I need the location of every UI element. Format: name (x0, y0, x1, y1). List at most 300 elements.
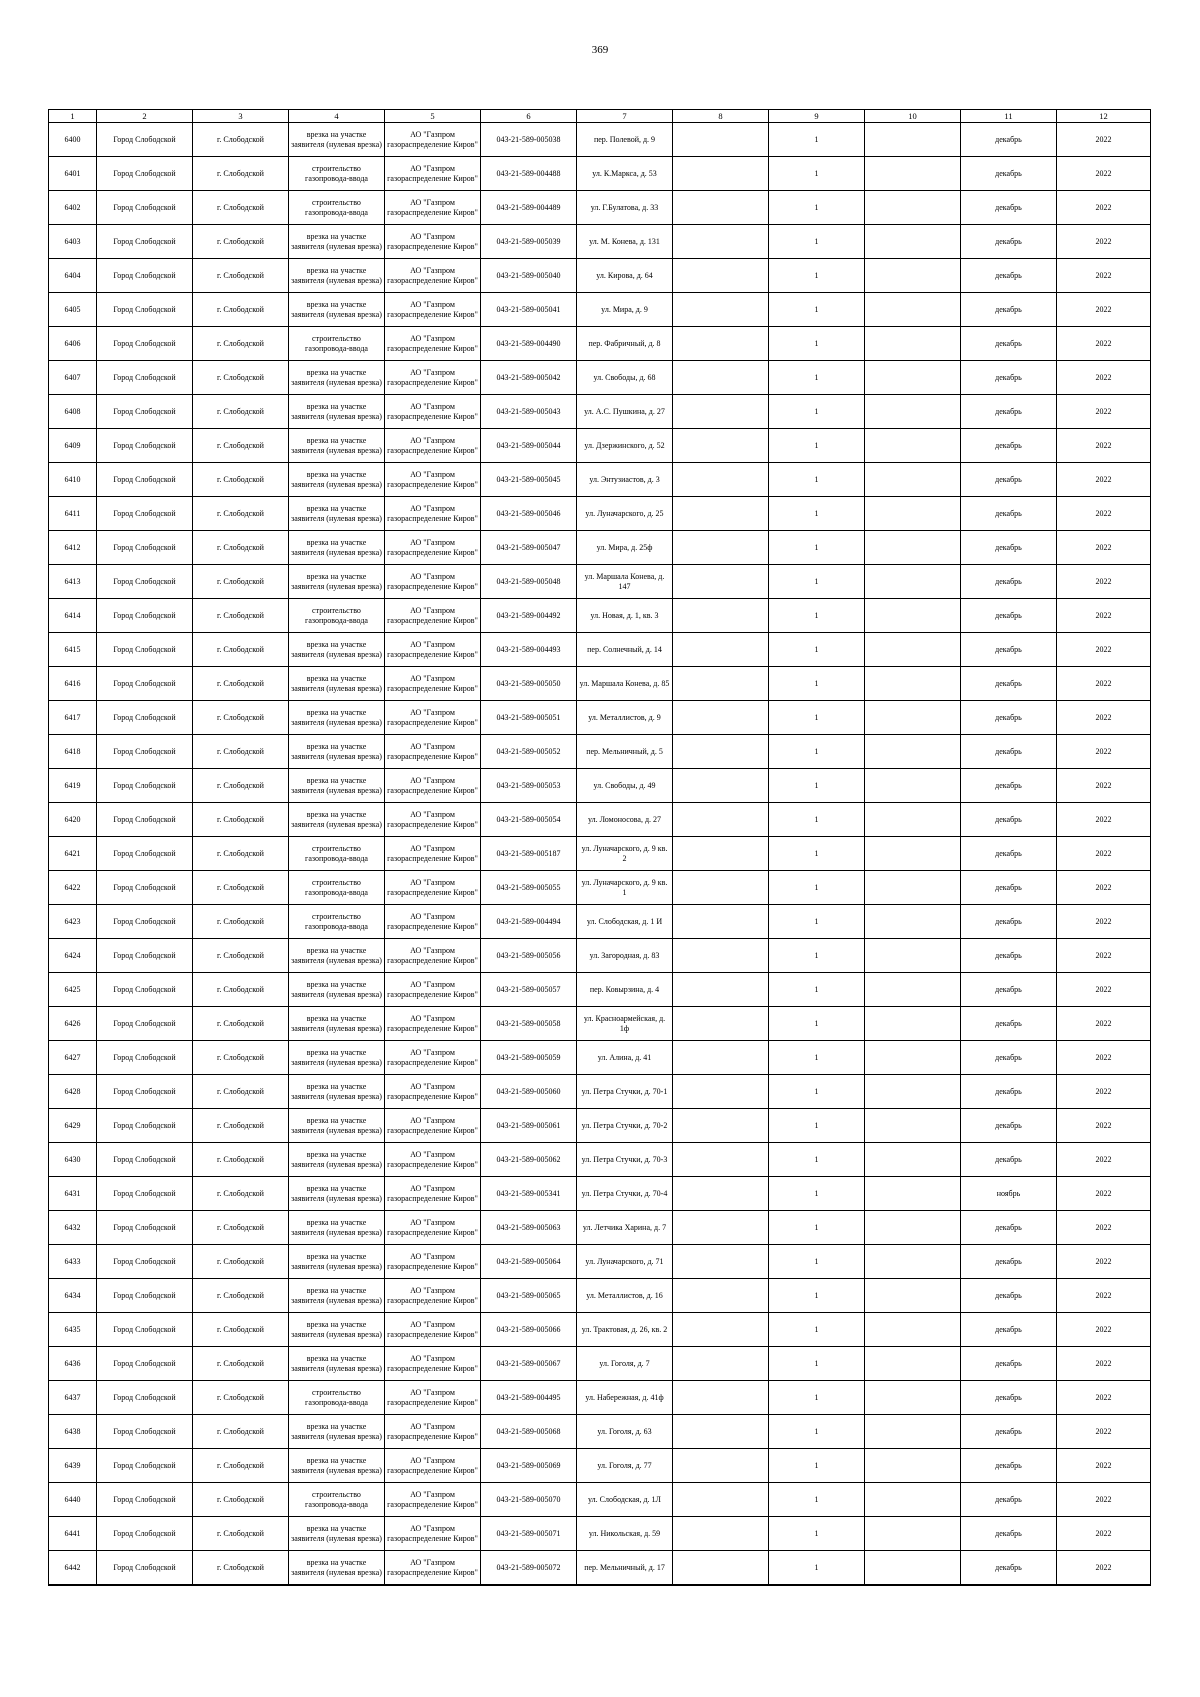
work-type-cell: врезка на участке заявителя (нулевая врезка) (289, 973, 385, 1007)
row-number-cell: 6425 (49, 973, 97, 1007)
count-cell: 1 (769, 395, 865, 429)
table-row (49, 1347, 1151, 1381)
column-10-cell (865, 1449, 961, 1483)
organization-cell: АО "Газпром газораспределение Киров" (385, 633, 481, 667)
column-8-cell (673, 1313, 769, 1347)
column-8-cell (673, 1245, 769, 1279)
row-number-cell: 6442 (49, 1551, 97, 1586)
count-cell: 1 (769, 497, 865, 531)
municipality-cell: Город Слободской (97, 1143, 193, 1177)
month-cell: декабрь (961, 1007, 1057, 1041)
code-cell: 043-21-589-005042 (481, 361, 577, 395)
column-10-cell (865, 157, 961, 191)
table-row (49, 157, 1151, 191)
municipality-cell: Город Слободской (97, 1313, 193, 1347)
organization-cell: АО "Газпром газораспределение Киров" (385, 1517, 481, 1551)
address-cell: пер. Фабричный, д. 8 (577, 327, 673, 361)
count-cell: 1 (769, 1143, 865, 1177)
organization-cell: АО "Газпром газораспределение Киров" (385, 293, 481, 327)
row-number-cell: 6427 (49, 1041, 97, 1075)
month-cell: декабрь (961, 973, 1057, 1007)
address-cell: ул. К.Маркса, д. 53 (577, 157, 673, 191)
address-cell: ул. Маршала Конева, д. 147 (577, 565, 673, 599)
column-10-cell (865, 1007, 961, 1041)
settlement-cell: г. Слободской (193, 905, 289, 939)
work-type-cell: врезка на участке заявителя (нулевая врезка) (289, 1313, 385, 1347)
municipality-cell: Город Слободской (97, 1211, 193, 1245)
row-number-cell: 6421 (49, 837, 97, 871)
code-cell: 043-21-589-005039 (481, 225, 577, 259)
column-8-cell (673, 1211, 769, 1245)
settlement-cell: г. Слободской (193, 1007, 289, 1041)
table-row (49, 837, 1151, 871)
municipality-cell: Город Слободской (97, 599, 193, 633)
code-cell: 043-21-589-005069 (481, 1449, 577, 1483)
column-header: 3 (193, 110, 289, 123)
column-10-cell (865, 293, 961, 327)
address-cell: ул. Луначарского, д. 25 (577, 497, 673, 531)
column-8-cell (673, 1415, 769, 1449)
count-cell: 1 (769, 1109, 865, 1143)
row-number-cell: 6417 (49, 701, 97, 735)
count-cell: 1 (769, 803, 865, 837)
work-type-cell: врезка на участке заявителя (нулевая врезка) (289, 293, 385, 327)
code-cell: 043-21-589-005050 (481, 667, 577, 701)
month-cell: декабрь (961, 463, 1057, 497)
table-row (49, 1449, 1151, 1483)
year-cell: 2022 (1057, 123, 1151, 157)
organization-cell: АО "Газпром газораспределение Киров" (385, 939, 481, 973)
count-cell: 1 (769, 191, 865, 225)
address-cell: ул. Маршала Конева, д. 85 (577, 667, 673, 701)
year-cell: 2022 (1057, 1517, 1151, 1551)
count-cell: 1 (769, 735, 865, 769)
organization-cell: АО "Газпром газораспределение Киров" (385, 1143, 481, 1177)
column-header: 11 (961, 110, 1057, 123)
column-8-cell (673, 1177, 769, 1211)
code-cell: 043-21-589-004488 (481, 157, 577, 191)
count-cell: 1 (769, 1551, 865, 1586)
column-10-cell (865, 1041, 961, 1075)
organization-cell: АО "Газпром газораспределение Киров" (385, 735, 481, 769)
row-number-cell: 6433 (49, 1245, 97, 1279)
address-cell: пер. Солнечный, д. 14 (577, 633, 673, 667)
organization-cell: АО "Газпром газораспределение Киров" (385, 1041, 481, 1075)
month-cell: декабрь (961, 1517, 1057, 1551)
organization-cell: АО "Газпром газораспределение Киров" (385, 1007, 481, 1041)
code-cell: 043-21-589-005052 (481, 735, 577, 769)
count-cell: 1 (769, 1415, 865, 1449)
table-row (49, 259, 1151, 293)
work-type-cell: врезка на участке заявителя (нулевая врезка) (289, 1279, 385, 1313)
address-cell: ул. А.С. Пушкина, д. 27 (577, 395, 673, 429)
organization-cell: АО "Газпром газораспределение Киров" (385, 361, 481, 395)
column-8-cell (673, 1279, 769, 1313)
count-cell: 1 (769, 1381, 865, 1415)
column-8-cell (673, 667, 769, 701)
column-8-cell (673, 395, 769, 429)
work-type-cell: врезка на участке заявителя (нулевая врезка) (289, 395, 385, 429)
organization-cell: АО "Газпром газораспределение Киров" (385, 259, 481, 293)
organization-cell: АО "Газпром газораспределение Киров" (385, 1279, 481, 1313)
month-cell: декабрь (961, 1551, 1057, 1586)
row-number-cell: 6439 (49, 1449, 97, 1483)
work-type-cell: врезка на участке заявителя (нулевая врезка) (289, 1075, 385, 1109)
row-number-cell: 6412 (49, 531, 97, 565)
year-cell: 2022 (1057, 531, 1151, 565)
work-type-cell: врезка на участке заявителя (нулевая врезка) (289, 1449, 385, 1483)
settlement-cell: г. Слободской (193, 1483, 289, 1517)
row-number-cell: 6413 (49, 565, 97, 599)
settlement-cell: г. Слободской (193, 497, 289, 531)
work-type-cell: врезка на участке заявителя (нулевая врезка) (289, 361, 385, 395)
address-cell: ул. Новая, д. 1, кв. 3 (577, 599, 673, 633)
column-10-cell (865, 769, 961, 803)
settlement-cell: г. Слободской (193, 1517, 289, 1551)
row-number-cell: 6418 (49, 735, 97, 769)
count-cell: 1 (769, 871, 865, 905)
year-cell: 2022 (1057, 633, 1151, 667)
column-8-cell (673, 293, 769, 327)
work-type-cell: врезка на участке заявителя (нулевая врезка) (289, 633, 385, 667)
work-type-cell: врезка на участке заявителя (нулевая врезка) (289, 463, 385, 497)
column-header: 9 (769, 110, 865, 123)
column-8-cell (673, 939, 769, 973)
settlement-cell: г. Слободской (193, 463, 289, 497)
table-row (49, 191, 1151, 225)
year-cell: 2022 (1057, 1007, 1151, 1041)
year-cell: 2022 (1057, 1551, 1151, 1586)
municipality-cell: Город Слободской (97, 1517, 193, 1551)
count-cell: 1 (769, 1313, 865, 1347)
address-cell: ул. Луначарского, д. 71 (577, 1245, 673, 1279)
row-number-cell: 6423 (49, 905, 97, 939)
row-number-cell: 6403 (49, 225, 97, 259)
work-type-cell: врезка на участке заявителя (нулевая врезка) (289, 497, 385, 531)
code-cell: 043-21-589-004490 (481, 327, 577, 361)
column-10-cell (865, 939, 961, 973)
work-type-cell: строительство газопровода-ввода (289, 157, 385, 191)
year-cell: 2022 (1057, 735, 1151, 769)
municipality-cell: Город Слободской (97, 1415, 193, 1449)
municipality-cell: Город Слободской (97, 531, 193, 565)
organization-cell: АО "Газпром газораспределение Киров" (385, 1381, 481, 1415)
municipality-cell: Город Слободской (97, 837, 193, 871)
settlement-cell: г. Слободской (193, 327, 289, 361)
row-number-cell: 6408 (49, 395, 97, 429)
organization-cell: АО "Газпром газораспределение Киров" (385, 1109, 481, 1143)
column-10-cell (865, 123, 961, 157)
column-header: 4 (289, 110, 385, 123)
column-8-cell (673, 1551, 769, 1586)
address-cell: ул. Металлистов, д. 9 (577, 701, 673, 735)
code-cell: 043-21-589-005064 (481, 1245, 577, 1279)
column-number-row (49, 110, 1151, 123)
settlement-cell: г. Слободской (193, 939, 289, 973)
count-cell: 1 (769, 565, 865, 599)
address-cell: ул. Красноармейская, д. 1ф (577, 1007, 673, 1041)
column-10-cell (865, 1551, 961, 1586)
work-type-cell: врезка на участке заявителя (нулевая врезка) (289, 667, 385, 701)
year-cell: 2022 (1057, 225, 1151, 259)
column-10-cell (865, 1483, 961, 1517)
organization-cell: АО "Газпром газораспределение Киров" (385, 667, 481, 701)
settlement-cell: г. Слободской (193, 701, 289, 735)
work-type-cell: врезка на участке заявителя (нулевая врезка) (289, 735, 385, 769)
column-header: 6 (481, 110, 577, 123)
address-cell: ул. Слободская, д. 1 И (577, 905, 673, 939)
column-8-cell (673, 1041, 769, 1075)
table-row (49, 701, 1151, 735)
municipality-cell: Город Слободской (97, 939, 193, 973)
row-number-cell: 6430 (49, 1143, 97, 1177)
work-type-cell: строительство газопровода-ввода (289, 599, 385, 633)
table-row (49, 1177, 1151, 1211)
work-type-cell: строительство газопровода-ввода (289, 837, 385, 871)
municipality-cell: Город Слободской (97, 463, 193, 497)
year-cell: 2022 (1057, 871, 1151, 905)
row-number-cell: 6415 (49, 633, 97, 667)
address-cell: ул. Петра Стучки, д. 70-4 (577, 1177, 673, 1211)
month-cell: декабрь (961, 701, 1057, 735)
organization-cell: АО "Газпром газораспределение Киров" (385, 1313, 481, 1347)
count-cell: 1 (769, 327, 865, 361)
month-cell: декабрь (961, 259, 1057, 293)
settlement-cell: г. Слободской (193, 259, 289, 293)
address-cell: ул. Алина, д. 41 (577, 1041, 673, 1075)
address-cell: ул. Летчика Харина, д. 7 (577, 1211, 673, 1245)
table-row (49, 1517, 1151, 1551)
month-cell: декабрь (961, 225, 1057, 259)
code-cell: 043-21-589-004494 (481, 905, 577, 939)
settlement-cell: г. Слободской (193, 395, 289, 429)
column-10-cell (865, 191, 961, 225)
code-cell: 043-21-589-005058 (481, 1007, 577, 1041)
column-header: 5 (385, 110, 481, 123)
count-cell: 1 (769, 1041, 865, 1075)
count-cell: 1 (769, 633, 865, 667)
month-cell: декабрь (961, 123, 1057, 157)
month-cell: декабрь (961, 1347, 1057, 1381)
column-10-cell (865, 1381, 961, 1415)
column-10-cell (865, 701, 961, 735)
column-10-cell (865, 1109, 961, 1143)
municipality-cell: Город Слободской (97, 1177, 193, 1211)
column-10-cell (865, 531, 961, 565)
month-cell: декабрь (961, 735, 1057, 769)
settlement-cell: г. Слободской (193, 361, 289, 395)
count-cell: 1 (769, 1347, 865, 1381)
count-cell: 1 (769, 939, 865, 973)
work-type-cell: врезка на участке заявителя (нулевая врезка) (289, 1245, 385, 1279)
column-8-cell (673, 735, 769, 769)
work-type-cell: врезка на участке заявителя (нулевая врезка) (289, 939, 385, 973)
month-cell: декабрь (961, 1483, 1057, 1517)
month-cell: декабрь (961, 327, 1057, 361)
settlement-cell: г. Слободской (193, 1415, 289, 1449)
year-cell: 2022 (1057, 837, 1151, 871)
settlement-cell: г. Слободской (193, 633, 289, 667)
column-8-cell (673, 633, 769, 667)
municipality-cell: Город Слободской (97, 293, 193, 327)
row-number-cell: 6404 (49, 259, 97, 293)
organization-cell: АО "Газпром газораспределение Киров" (385, 837, 481, 871)
table-row (49, 1007, 1151, 1041)
code-cell: 043-21-589-005187 (481, 837, 577, 871)
address-cell: ул. Луначарского, д. 9 кв. 2 (577, 837, 673, 871)
table-row (49, 599, 1151, 633)
work-type-cell: врезка на участке заявителя (нулевая врезка) (289, 1211, 385, 1245)
table-row (49, 1211, 1151, 1245)
organization-cell: АО "Газпром газораспределение Киров" (385, 1075, 481, 1109)
municipality-cell: Город Слободской (97, 1347, 193, 1381)
column-10-cell (865, 973, 961, 1007)
settlement-cell: г. Слободской (193, 1211, 289, 1245)
count-cell: 1 (769, 123, 865, 157)
organization-cell: АО "Газпром газораспределение Киров" (385, 769, 481, 803)
year-cell: 2022 (1057, 259, 1151, 293)
code-cell: 043-21-589-005046 (481, 497, 577, 531)
column-8-cell (673, 1347, 769, 1381)
table-row (49, 939, 1151, 973)
code-cell: 043-21-589-005040 (481, 259, 577, 293)
month-cell: декабрь (961, 293, 1057, 327)
address-cell: ул. Кирова, д. 64 (577, 259, 673, 293)
table-row (49, 395, 1151, 429)
code-cell: 043-21-589-005071 (481, 1517, 577, 1551)
work-type-cell: врезка на участке заявителя (нулевая врезка) (289, 429, 385, 463)
table-row (49, 1551, 1151, 1586)
municipality-cell: Город Слободской (97, 735, 193, 769)
count-cell: 1 (769, 1517, 865, 1551)
table-row (49, 1483, 1151, 1517)
month-cell: декабрь (961, 633, 1057, 667)
organization-cell: АО "Газпром газораспределение Киров" (385, 1177, 481, 1211)
settlement-cell: г. Слободской (193, 191, 289, 225)
year-cell: 2022 (1057, 905, 1151, 939)
work-type-cell: строительство газопровода-ввода (289, 1483, 385, 1517)
column-10-cell (865, 1245, 961, 1279)
month-cell: декабрь (961, 1381, 1057, 1415)
row-number-cell: 6434 (49, 1279, 97, 1313)
work-type-cell: врезка на участке заявителя (нулевая врезка) (289, 701, 385, 735)
organization-cell: АО "Газпром газораспределение Киров" (385, 803, 481, 837)
work-type-cell: врезка на участке заявителя (нулевая врезка) (289, 225, 385, 259)
table-row (49, 735, 1151, 769)
year-cell: 2022 (1057, 803, 1151, 837)
count-cell: 1 (769, 1483, 865, 1517)
address-cell: ул. Г.Булатова, д. 33 (577, 191, 673, 225)
row-number-cell: 6416 (49, 667, 97, 701)
address-cell: пер. Полевой, д. 9 (577, 123, 673, 157)
year-cell: 2022 (1057, 769, 1151, 803)
work-type-cell: строительство газопровода-ввода (289, 1381, 385, 1415)
row-number-cell: 6420 (49, 803, 97, 837)
code-cell: 043-21-589-005051 (481, 701, 577, 735)
organization-cell: АО "Газпром газораспределение Киров" (385, 327, 481, 361)
code-cell: 043-21-589-005067 (481, 1347, 577, 1381)
month-cell: декабрь (961, 361, 1057, 395)
work-type-cell: строительство газопровода-ввода (289, 905, 385, 939)
settlement-cell: г. Слободской (193, 565, 289, 599)
count-cell: 1 (769, 429, 865, 463)
column-header: 2 (97, 110, 193, 123)
work-type-cell: врезка на участке заявителя (нулевая врезка) (289, 769, 385, 803)
month-cell: декабрь (961, 837, 1057, 871)
year-cell: 2022 (1057, 497, 1151, 531)
register-table (48, 109, 1151, 1586)
column-8-cell (673, 1109, 769, 1143)
column-8-cell (673, 1517, 769, 1551)
settlement-cell: г. Слободской (193, 667, 289, 701)
row-number-cell: 6437 (49, 1381, 97, 1415)
settlement-cell: г. Слободской (193, 293, 289, 327)
count-cell: 1 (769, 1075, 865, 1109)
code-cell: 043-21-589-005059 (481, 1041, 577, 1075)
table-row (49, 293, 1151, 327)
column-10-cell (865, 497, 961, 531)
code-cell: 043-21-589-005038 (481, 123, 577, 157)
address-cell: ул. М. Конева, д. 131 (577, 225, 673, 259)
column-8-cell (673, 701, 769, 735)
code-cell: 043-21-589-005065 (481, 1279, 577, 1313)
code-cell: 043-21-589-005057 (481, 973, 577, 1007)
code-cell: 043-21-589-005062 (481, 1143, 577, 1177)
municipality-cell: Город Слободской (97, 871, 193, 905)
work-type-cell: строительство газопровода-ввода (289, 871, 385, 905)
address-cell: ул. Металлистов, д. 16 (577, 1279, 673, 1313)
table-row (49, 1245, 1151, 1279)
month-cell: декабрь (961, 395, 1057, 429)
settlement-cell: г. Слободской (193, 769, 289, 803)
settlement-cell: г. Слободской (193, 1245, 289, 1279)
count-cell: 1 (769, 225, 865, 259)
municipality-cell: Город Слободской (97, 565, 193, 599)
year-cell: 2022 (1057, 327, 1151, 361)
organization-cell: АО "Газпром газораспределение Киров" (385, 565, 481, 599)
address-cell: ул. Никольская, д. 59 (577, 1517, 673, 1551)
address-cell: пер. Ковырзина, д. 4 (577, 973, 673, 1007)
code-cell: 043-21-589-005053 (481, 769, 577, 803)
year-cell: 2022 (1057, 939, 1151, 973)
month-cell: декабрь (961, 531, 1057, 565)
row-number-cell: 6411 (49, 497, 97, 531)
settlement-cell: г. Слободской (193, 123, 289, 157)
year-cell: 2022 (1057, 1381, 1151, 1415)
settlement-cell: г. Слободской (193, 803, 289, 837)
settlement-cell: г. Слободской (193, 225, 289, 259)
column-8-cell (673, 463, 769, 497)
code-cell: 043-21-589-004493 (481, 633, 577, 667)
work-type-cell: врезка на участке заявителя (нулевая врезка) (289, 531, 385, 565)
table-row (49, 633, 1151, 667)
column-8-cell (673, 327, 769, 361)
row-number-cell: 6422 (49, 871, 97, 905)
address-cell: ул. Петра Стучки, д. 70-1 (577, 1075, 673, 1109)
count-cell: 1 (769, 1007, 865, 1041)
code-cell: 043-21-589-005060 (481, 1075, 577, 1109)
count-cell: 1 (769, 701, 865, 735)
code-cell: 043-21-589-005041 (481, 293, 577, 327)
municipality-cell: Город Слободской (97, 1041, 193, 1075)
organization-cell: АО "Газпром газораспределение Киров" (385, 395, 481, 429)
table-row (49, 565, 1151, 599)
address-cell: ул. Петра Стучки, д. 70-3 (577, 1143, 673, 1177)
row-number-cell: 6402 (49, 191, 97, 225)
code-cell: 043-21-589-005068 (481, 1415, 577, 1449)
row-number-cell: 6435 (49, 1313, 97, 1347)
year-cell: 2022 (1057, 973, 1151, 1007)
